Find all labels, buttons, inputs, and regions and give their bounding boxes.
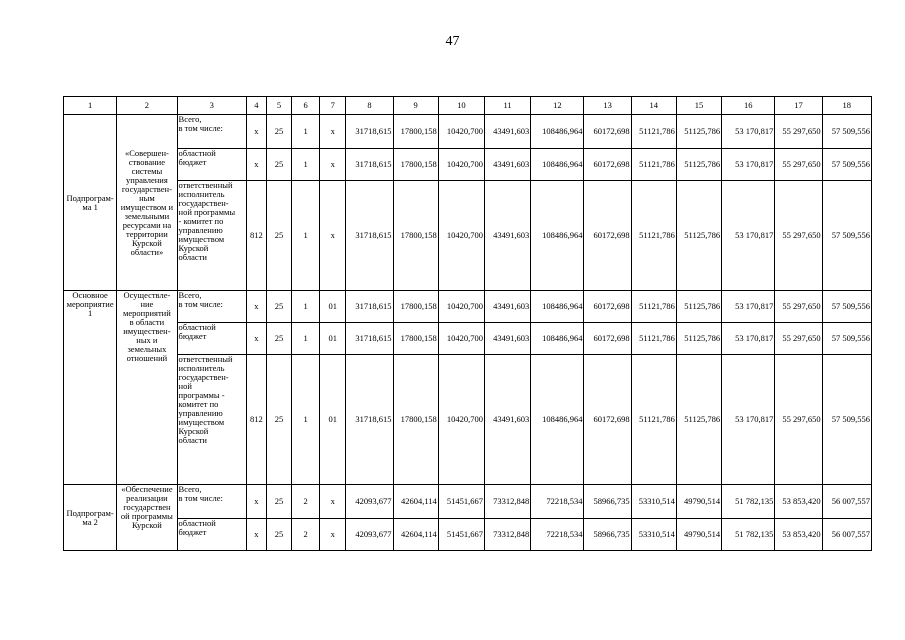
amount-cell-col-10: 10420,700 (438, 149, 484, 181)
rz-code-cell: 25 (266, 181, 291, 291)
funding-source-cell: Всего, в том числе: (177, 115, 246, 149)
col-header: 17 (775, 97, 822, 115)
amount-cell-col-13: 60172,698 (584, 323, 631, 355)
amount-cell-col-13: 58966,735 (584, 519, 631, 551)
amount-cell-col-18: 57 509,556 (822, 115, 871, 149)
amount-cell-col-14: 53310,514 (631, 485, 676, 519)
amount-cell-col-12: 72218,534 (531, 485, 584, 519)
csr-code-cell: 01 (320, 323, 346, 355)
csr-code-cell: x (320, 115, 346, 149)
amount-cell-col-16: 53 170,817 (722, 291, 775, 323)
amount-cell-col-11: 43491,603 (484, 323, 530, 355)
amount-cell-col-9: 42604,114 (393, 485, 438, 519)
header-row (64, 97, 872, 115)
pr-code-cell: 1 (292, 149, 320, 181)
rz-code-cell: 25 (266, 519, 291, 551)
amount-cell-col-10: 10420,700 (438, 181, 484, 291)
program-name-cell: «Совершен- ствование системы управления государствен- ным имуществом и земельными ресурсами на территории Курской области» (117, 115, 177, 291)
amount-cell-col-11: 43491,603 (484, 115, 530, 149)
amount-cell-col-18: 56 007,557 (822, 519, 871, 551)
amount-cell-col-16: 53 170,817 (722, 355, 775, 485)
status-cell: Подпрограм- ма 2 (64, 485, 117, 551)
table-row (64, 149, 872, 181)
grbs-code-cell: x (246, 149, 266, 181)
amount-cell-col-10: 10420,700 (438, 291, 484, 323)
col-header: 3 (177, 97, 246, 115)
table-row (64, 291, 872, 323)
grbs-code-cell: x (246, 323, 266, 355)
amount-cell-col-12: 108486,964 (531, 149, 584, 181)
amount-cell-col-8: 31718,615 (346, 355, 393, 485)
status-cell: Подпрограм- ма 1 (64, 115, 117, 291)
amount-cell-col-8: 31718,615 (346, 181, 393, 291)
grbs-code-cell: 812 (246, 355, 266, 485)
amount-cell-col-11: 43491,603 (484, 149, 530, 181)
amount-cell-col-12: 108486,964 (531, 115, 584, 149)
amount-cell-col-8: 31718,615 (346, 323, 393, 355)
col-header: 18 (822, 97, 871, 115)
col-header: 7 (320, 97, 346, 115)
amount-cell-col-18: 57 509,556 (822, 149, 871, 181)
amount-cell-col-14: 51121,786 (631, 115, 676, 149)
grbs-code-cell: x (246, 519, 266, 551)
amount-cell-col-15: 51125,786 (676, 115, 721, 149)
col-header: 16 (722, 97, 775, 115)
amount-cell-col-17: 55 297,650 (775, 323, 822, 355)
amount-cell-col-8: 42093,677 (346, 519, 393, 551)
funding-source-cell: Всего, в том числе: (177, 291, 246, 323)
amount-cell-col-8: 42093,677 (346, 485, 393, 519)
amount-cell-col-10: 10420,700 (438, 115, 484, 149)
csr-code-cell: x (320, 181, 346, 291)
funding-source-cell: Всего, в том числе: (177, 485, 246, 519)
rz-code-cell: 25 (266, 355, 291, 485)
amount-cell-col-17: 55 297,650 (775, 115, 822, 149)
amount-cell-col-15: 51125,786 (676, 149, 721, 181)
amount-cell-col-11: 43491,603 (484, 355, 530, 485)
amount-cell-col-18: 57 509,556 (822, 181, 871, 291)
amount-cell-col-13: 60172,698 (584, 181, 631, 291)
rz-code-cell: 25 (266, 291, 291, 323)
amount-cell-col-9: 17800,158 (393, 291, 438, 323)
amount-cell-col-9: 17800,158 (393, 323, 438, 355)
pr-code-cell: 2 (292, 519, 320, 551)
amount-cell-col-11: 73312,848 (484, 519, 530, 551)
grbs-code-cell: x (246, 485, 266, 519)
budget-table (63, 96, 872, 551)
program-name-cell: «Обеспечение реализации государствен ой программы Курской (117, 485, 177, 551)
amount-cell-col-9: 17800,158 (393, 115, 438, 149)
amount-cell-col-14: 51121,786 (631, 355, 676, 485)
csr-code-cell: x (320, 149, 346, 181)
amount-cell-col-12: 108486,964 (531, 181, 584, 291)
rz-code-cell: 25 (266, 323, 291, 355)
amount-cell-col-18: 57 509,556 (822, 323, 871, 355)
funding-source-cell: ответственный исполнитель государствен- ной программы - комитет по управлению имуществом Курской области (177, 355, 246, 485)
amount-cell-col-9: 17800,158 (393, 149, 438, 181)
amount-cell-col-9: 42604,114 (393, 519, 438, 551)
col-header: 14 (631, 97, 676, 115)
amount-cell-col-15: 51125,786 (676, 291, 721, 323)
col-header: 2 (117, 97, 177, 115)
amount-cell-col-12: 72218,534 (531, 519, 584, 551)
amount-cell-col-13: 60172,698 (584, 149, 631, 181)
status-cell: Основное мероприятие 1 (64, 291, 117, 485)
amount-cell-col-15: 51125,786 (676, 323, 721, 355)
amount-cell-col-16: 51 782,135 (722, 485, 775, 519)
table-row (64, 181, 872, 291)
csr-code-cell: 01 (320, 291, 346, 323)
table-row (64, 115, 872, 149)
amount-cell-col-10: 51451,667 (438, 519, 484, 551)
amount-cell-col-13: 60172,698 (584, 115, 631, 149)
amount-cell-col-11: 43491,603 (484, 181, 530, 291)
amount-cell-col-16: 53 170,817 (722, 323, 775, 355)
table-row (64, 519, 872, 551)
amount-cell-col-14: 51121,786 (631, 323, 676, 355)
grbs-code-cell: x (246, 291, 266, 323)
amount-cell-col-15: 49790,514 (676, 519, 721, 551)
amount-cell-col-16: 51 782,135 (722, 519, 775, 551)
program-name-cell: Осуществле- ние мероприятий в области имуществен- ных и земельных отношений (117, 291, 177, 485)
amount-cell-col-13: 60172,698 (584, 355, 631, 485)
amount-cell-col-15: 51125,786 (676, 181, 721, 291)
page-number: 47 (445, 34, 460, 49)
col-header: 4 (246, 97, 266, 115)
rz-code-cell: 25 (266, 115, 291, 149)
table-row (64, 355, 872, 485)
amount-cell-col-12: 108486,964 (531, 355, 584, 485)
pr-code-cell: 2 (292, 485, 320, 519)
amount-cell-col-12: 108486,964 (531, 291, 584, 323)
amount-cell-col-16: 53 170,817 (722, 181, 775, 291)
amount-cell-col-15: 51125,786 (676, 355, 721, 485)
amount-cell-col-9: 17800,158 (393, 355, 438, 485)
rz-code-cell: 25 (266, 149, 291, 181)
amount-cell-col-17: 55 297,650 (775, 149, 822, 181)
col-header: 11 (484, 97, 530, 115)
amount-cell-col-8: 31718,615 (346, 291, 393, 323)
csr-code-cell: x (320, 485, 346, 519)
amount-cell-col-10: 10420,700 (438, 323, 484, 355)
pr-code-cell: 1 (292, 323, 320, 355)
amount-cell-col-14: 51121,786 (631, 181, 676, 291)
amount-cell-col-18: 57 509,556 (822, 355, 871, 485)
funding-source-cell: областной бюджет (177, 323, 246, 355)
funding-source-cell: областной бюджет (177, 149, 246, 181)
col-header: 6 (292, 97, 320, 115)
col-header: 8 (346, 97, 393, 115)
pr-code-cell: 1 (292, 181, 320, 291)
amount-cell-col-17: 55 297,650 (775, 291, 822, 323)
col-header: 5 (266, 97, 291, 115)
amount-cell-col-11: 73312,848 (484, 485, 530, 519)
col-header: 13 (584, 97, 631, 115)
amount-cell-col-16: 53 170,817 (722, 149, 775, 181)
grbs-code-cell: 812 (246, 181, 266, 291)
pr-code-cell: 1 (292, 355, 320, 485)
amount-cell-col-13: 58966,735 (584, 485, 631, 519)
amount-cell-col-13: 60172,698 (584, 291, 631, 323)
pr-code-cell: 1 (292, 115, 320, 149)
amount-cell-col-12: 108486,964 (531, 323, 584, 355)
col-header: 9 (393, 97, 438, 115)
amount-cell-col-8: 31718,615 (346, 149, 393, 181)
amount-cell-col-10: 10420,700 (438, 355, 484, 485)
amount-cell-col-15: 49790,514 (676, 485, 721, 519)
col-header: 10 (438, 97, 484, 115)
amount-cell-col-16: 53 170,817 (722, 115, 775, 149)
col-header: 1 (64, 97, 117, 115)
table-row (64, 323, 872, 355)
amount-cell-col-9: 17800,158 (393, 181, 438, 291)
amount-cell-col-18: 57 509,556 (822, 291, 871, 323)
grbs-code-cell: x (246, 115, 266, 149)
amount-cell-col-17: 55 297,650 (775, 181, 822, 291)
amount-cell-col-17: 53 853,420 (775, 485, 822, 519)
amount-cell-col-10: 51451,667 (438, 485, 484, 519)
amount-cell-col-17: 55 297,650 (775, 355, 822, 485)
col-header: 15 (676, 97, 721, 115)
table-row (64, 485, 872, 519)
amount-cell-col-14: 51121,786 (631, 149, 676, 181)
amount-cell-col-11: 43491,603 (484, 291, 530, 323)
col-header: 12 (531, 97, 584, 115)
csr-code-cell: x (320, 519, 346, 551)
amount-cell-col-18: 56 007,557 (822, 485, 871, 519)
funding-source-cell: областной бюджет (177, 519, 246, 551)
amount-cell-col-14: 51121,786 (631, 291, 676, 323)
csr-code-cell: 01 (320, 355, 346, 485)
funding-source-cell: ответственный исполнитель государствен- ной программы - комитет по управлению имуществом Курской области (177, 181, 246, 291)
amount-cell-col-14: 53310,514 (631, 519, 676, 551)
amount-cell-col-17: 53 853,420 (775, 519, 822, 551)
rz-code-cell: 25 (266, 485, 291, 519)
pr-code-cell: 1 (292, 291, 320, 323)
amount-cell-col-8: 31718,615 (346, 115, 393, 149)
